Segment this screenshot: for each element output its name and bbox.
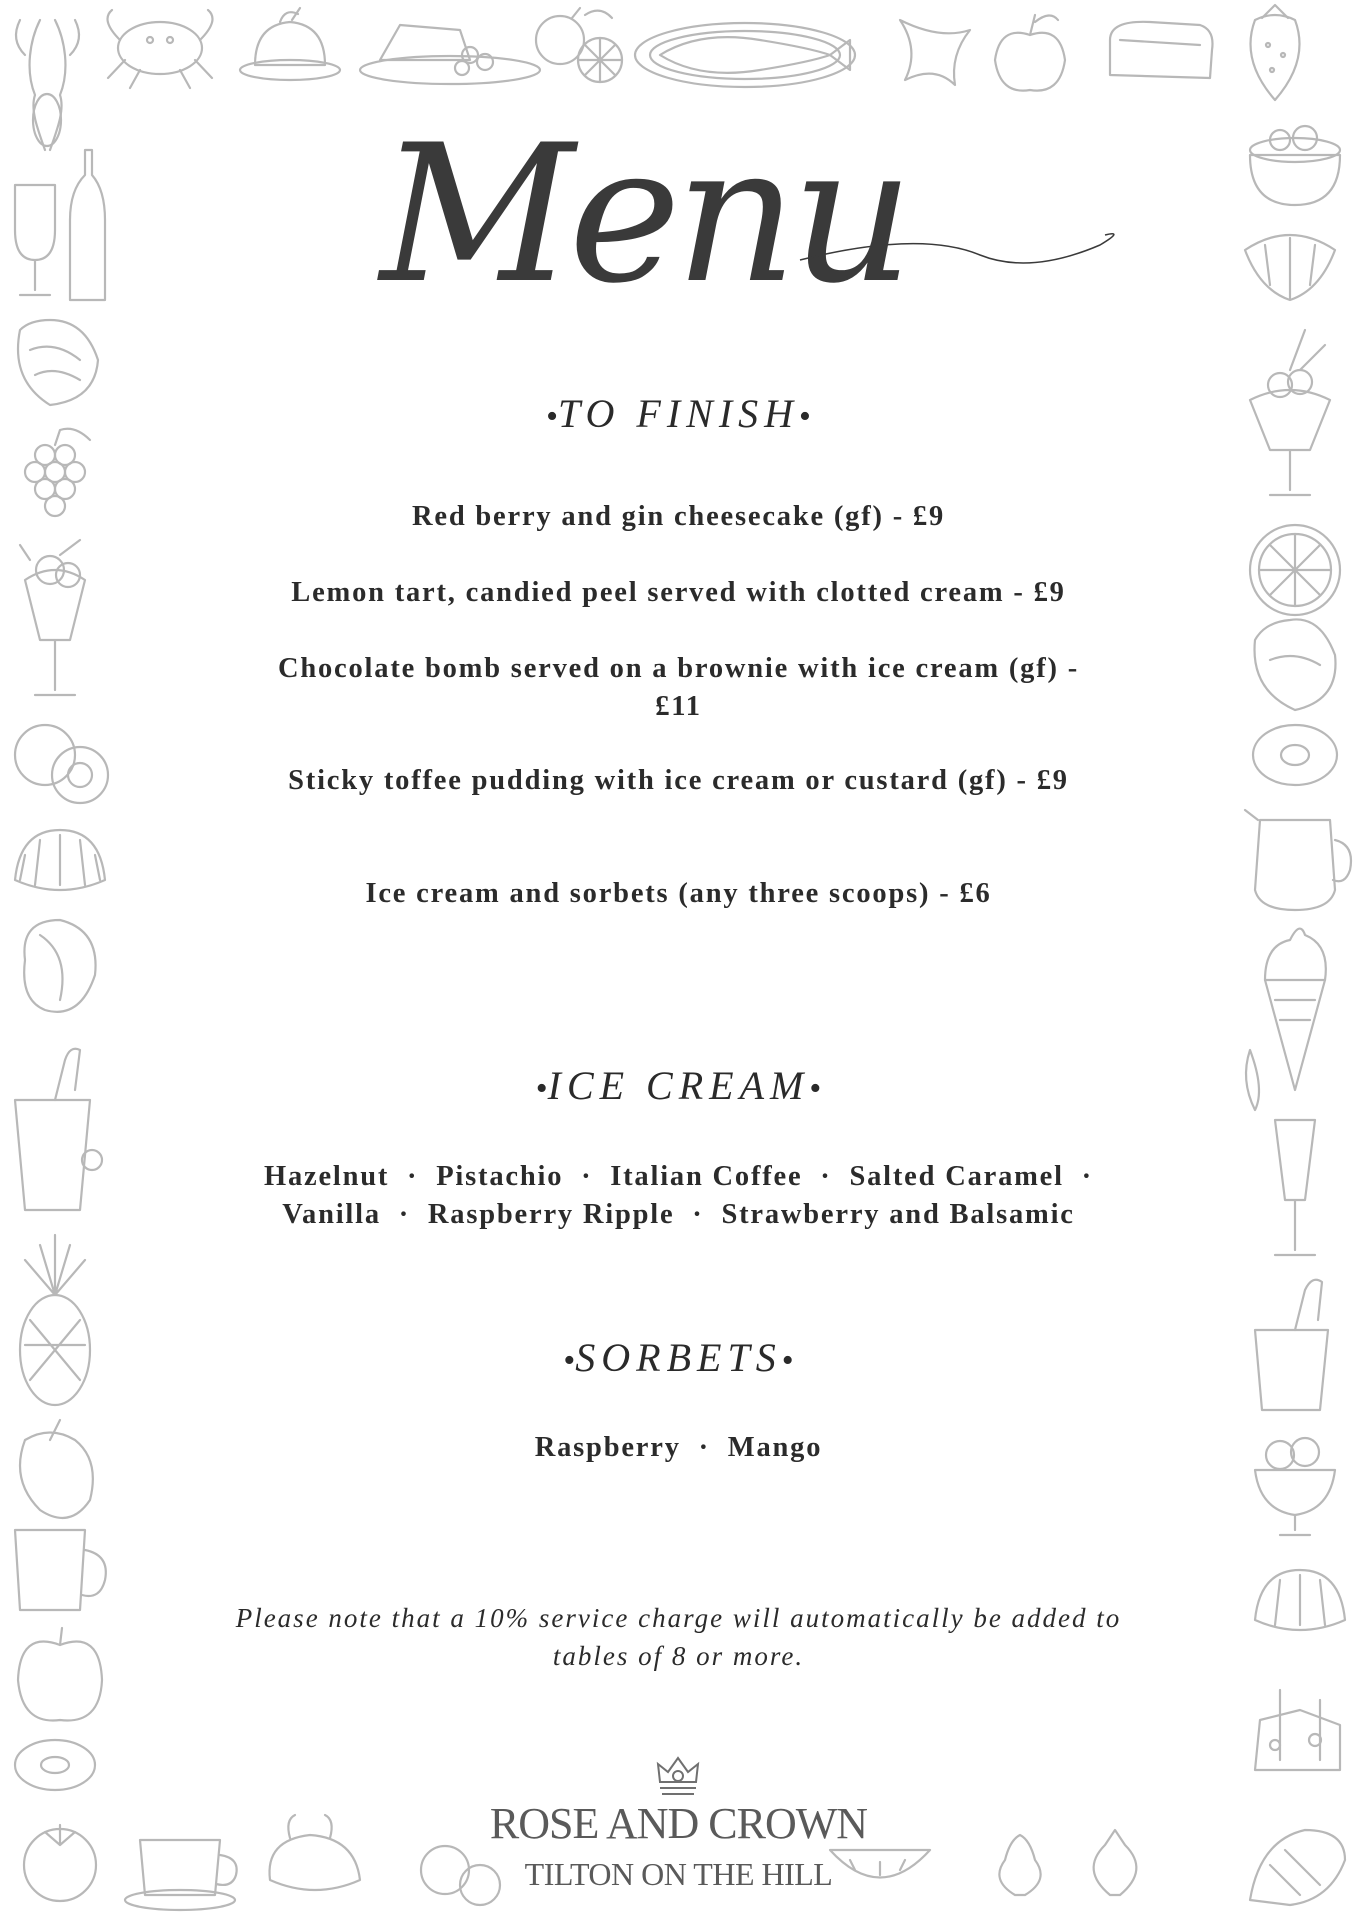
to-finish-heading-text: TO FINISH — [557, 391, 800, 436]
tomato-icon — [24, 1825, 96, 1901]
scallop-shell-right-icon — [1255, 1570, 1345, 1630]
pasta-icon — [900, 20, 970, 85]
menu-item-cheesecake: Red berry and gin cheesecake (gf) - £9 — [411, 501, 946, 532]
salad-bowl-icon — [1250, 126, 1340, 205]
section-heading-ice-cream — [0, 1062, 1357, 1109]
nut-icon — [24, 920, 95, 1012]
oyster-right-icon — [1255, 619, 1336, 710]
doughnut-icon — [15, 1740, 95, 1790]
fish-platter-icon — [635, 23, 855, 87]
croissant-icon — [1245, 235, 1335, 300]
apple-icon — [995, 15, 1065, 91]
heading-bullet-right: • — [799, 398, 811, 435]
page-title — [360, 95, 1140, 335]
cheese-board-icon — [360, 25, 540, 84]
grapes-icon — [25, 429, 90, 516]
menu-item-lemon-tart: Lemon tart, candied peel served with clotted cream - £9 — [291, 577, 1066, 608]
bread-icon — [1110, 22, 1213, 78]
menu-item-ice-cream-sorbets: Ice cream and sorbets (any three scoops) - £6 — [365, 878, 992, 909]
heading-bullet-right: • — [781, 1342, 794, 1379]
brand-name: ROSE AND CROWN — [489, 1799, 868, 1848]
title-text: Menu — [380, 104, 908, 325]
ice-cream-bowl-icon — [1255, 1438, 1335, 1535]
pepper-icon — [20, 1420, 93, 1518]
ice-cream-flavours-line-2: Vanilla · Raspberry Ripple · Strawberry and Balsamic — [282, 1199, 1075, 1230]
section-heading-sorbets — [0, 1334, 1357, 1381]
sorbet-flavours-line: Raspberry · Mango — [534, 1432, 823, 1463]
kiwi-icon — [15, 725, 108, 803]
heading-bullet-left: • — [535, 1070, 548, 1107]
lobster-icon — [16, 20, 79, 150]
mug-icon — [15, 1530, 106, 1610]
pineapple-ring-icon — [1253, 725, 1337, 785]
crown-crest-icon — [652, 1752, 704, 1800]
garlic-icon — [1094, 1830, 1137, 1895]
oranges-icon — [536, 8, 622, 82]
brand-location: TILTON ON THE HILL — [524, 1856, 833, 1892]
section-heading-to-finish — [0, 390, 1357, 437]
lemon-slice-icon — [1250, 525, 1340, 615]
service-charge-note-line-2: tables of 8 or more. — [552, 1641, 805, 1671]
menu-item-sticky-toffee: Sticky toffee pudding with ice cream or custard (gf) - £9 — [288, 765, 1069, 796]
wine-bottle-icon — [15, 150, 105, 300]
crab-icon — [108, 10, 213, 88]
roast-chicken-icon — [270, 1815, 361, 1890]
menu-script-heading — [360, 95, 1140, 335]
sundae-icon — [20, 540, 85, 695]
prawn-icon — [1250, 1830, 1345, 1905]
heading-bullet-right: • — [809, 1070, 822, 1107]
cup-saucer-icon — [125, 1840, 237, 1910]
heading-bullet-left: • — [563, 1342, 576, 1379]
pudding-icon — [240, 8, 340, 80]
pear-icon — [999, 1835, 1040, 1895]
strawberry-icon — [1251, 5, 1300, 100]
cheese-icon — [1255, 1690, 1340, 1770]
menu-item-chocolate-bomb-price: £11 — [655, 691, 702, 722]
service-charge-note-line-1: Please note that a 10% service charge will automatically be added to — [235, 1603, 1122, 1633]
sorbets-heading-text: SORBETS — [575, 1335, 782, 1380]
menu-item-chocolate-bomb: Chocolate bomb served on a brownie with ice cream (gf) - — [277, 653, 1080, 684]
jug-icon — [1245, 810, 1351, 910]
ice-cream-heading-text: ICE CREAM — [547, 1063, 810, 1108]
heading-bullet-left: • — [546, 398, 558, 435]
apple-left-icon — [18, 1628, 102, 1721]
ice-cream-flavours-line-1: Hazelnut · Pistachio · Italian Coffee · Salted Caramel · — [263, 1161, 1093, 1192]
shell-icon — [15, 830, 105, 890]
